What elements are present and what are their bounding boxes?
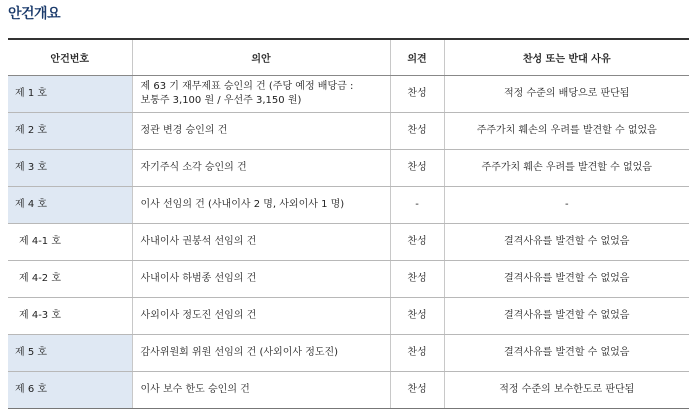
reason-cell: -	[444, 187, 689, 224]
agenda-number: 제 2 호	[8, 113, 132, 150]
opinion-cell: 찬성	[390, 298, 444, 335]
agenda-number: 제 4 호	[8, 187, 132, 224]
table-row	[8, 76, 689, 113]
opinion-cell: 찬성	[390, 113, 444, 150]
table-row	[8, 372, 689, 409]
table-row	[8, 224, 689, 261]
reason-cell: 주주가치 훼손 우려를 발견할 수 없었음	[444, 150, 689, 187]
reason-cell: 결격사유를 발견할 수 없었음	[444, 224, 689, 261]
opinion-cell: 찬성	[390, 150, 444, 187]
agenda-item-line: 보통주 3,100 원 / 우선주 3,150 원)	[140, 95, 302, 106]
agenda-item: 이사 보수 한도 승인의 건	[132, 372, 390, 409]
opinion-cell: -	[390, 187, 444, 224]
reason-cell: 결격사유를 발견할 수 없었음	[444, 298, 689, 335]
agenda-item: 자기주식 소각 승인의 건	[132, 150, 390, 187]
opinion-cell: 찬성	[390, 224, 444, 261]
agenda-number: 제 6 호	[8, 372, 132, 409]
header-reason: 찬성 또는 반대 사유	[444, 39, 689, 76]
reason-cell: 주주가치 훼손의 우려를 발견할 수 없었음	[444, 113, 689, 150]
reason-cell: 적정 수준의 보수한도로 판단됨	[444, 372, 689, 409]
page-title: 안건개요	[8, 6, 61, 22]
table-header-row	[8, 39, 689, 76]
opinion-cell: 찬성	[390, 335, 444, 372]
agenda-item: 사외이사 정도진 선임의 건	[132, 298, 390, 335]
header-agenda-item: 의안	[132, 39, 390, 76]
agenda-item: 이사 선임의 건 (사내이사 2 명, 사외이사 1 명)	[132, 187, 390, 224]
agenda-item	[132, 76, 390, 113]
agenda-number: 제 1 호	[8, 76, 132, 113]
table-row	[8, 298, 689, 335]
reason-cell: 결격사유를 발견할 수 없었음	[444, 261, 689, 298]
agenda-item: 사내이사 권봉석 선임의 건	[132, 224, 390, 261]
table-row	[8, 335, 689, 372]
agenda-item: 정관 변경 승인의 건	[132, 113, 390, 150]
agenda-number: 제 4-2 호	[8, 261, 132, 298]
table-row	[8, 261, 689, 298]
agenda-number: 제 5 호	[8, 335, 132, 372]
table-row	[8, 150, 689, 187]
agenda-number: 제 3 호	[8, 150, 132, 187]
reason-cell: 결격사유를 발견할 수 없었음	[444, 335, 689, 372]
header-agenda-number: 안건번호	[8, 39, 132, 76]
opinion-cell: 찬성	[390, 372, 444, 409]
agenda-number: 제 4-1 호	[8, 224, 132, 261]
agenda-item: 사내이사 하범종 선임의 건	[132, 261, 390, 298]
table-row	[8, 187, 689, 224]
agenda-item: 감사위원회 위원 선임의 건 (사외이사 정도진)	[132, 335, 390, 372]
agenda-number: 제 4-3 호	[8, 298, 132, 335]
reason-cell: 적정 수준의 배당으로 판단됨	[444, 76, 689, 113]
table-row	[8, 113, 689, 150]
opinion-cell: 찬성	[390, 76, 444, 113]
agenda-table	[8, 38, 689, 409]
agenda-item-line: 제 63 기 재무제표 승인의 건 (주당 예정 배당금 :	[140, 81, 354, 92]
opinion-cell: 찬성	[390, 261, 444, 298]
header-opinion: 의견	[390, 39, 444, 76]
